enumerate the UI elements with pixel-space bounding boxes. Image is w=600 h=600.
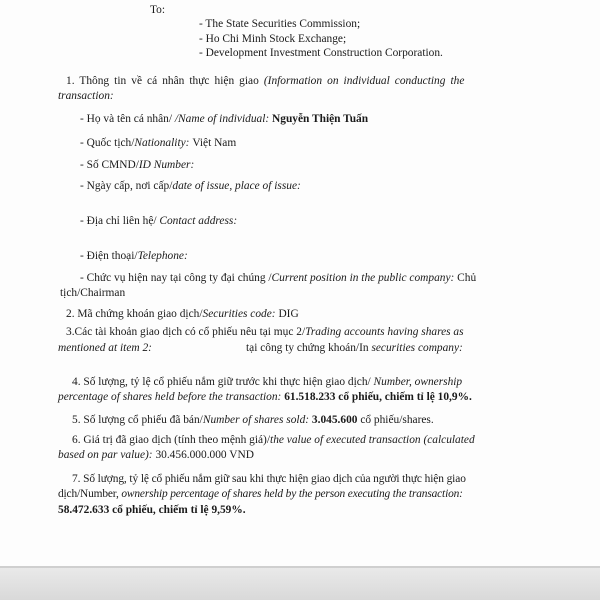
phone-label-en: Telephone: [137,250,188,262]
shares-sold-label-vi: 5. Số lượng cổ phiếu đã bán/ [72,414,203,426]
id-label-en: ID Number: [138,159,195,171]
securities-code-label-vi: 2. Mã chứng khoán giao dịch/ [66,308,203,320]
shares-before-label-en: Number, ownership [373,376,463,388]
name-label-en: /Name of individual: [174,113,273,125]
name-row [80,112,368,126]
section1-heading [66,74,464,88]
recipient-hose: - Ho Chi Minh Stock Exchange; [199,33,347,45]
to-label: To: [150,4,166,16]
securities-company-label-en: securities company: [371,342,463,354]
recipient-ssc: - The State Securities Commission; [199,18,361,30]
address-label-en: Contact address: [159,215,238,227]
id-label-vi: - Số CMND/ [80,159,139,171]
shares-sold-value: 3.045.600 [311,414,358,426]
phone-row [80,249,188,263]
shares-after-row-cont [58,487,463,501]
shares-before-value: 61.518.233 cổ phiếu, chiếm tỉ lệ 10,9%. [284,391,472,403]
nationality-label-vi: - Quốc tịch/ [80,137,135,149]
position-row [80,271,476,285]
nationality-value: Việt Nam [192,137,237,149]
shares-before-label-vi: 4. Số lượng, tỷ lệ cổ phiếu nắm giữ trước khi thực hiện giao dịch/ [72,376,374,388]
trading-accounts-label-vi: 3.Các tài khoản giao dịch có cổ phiếu nêu tại mục 2/ [66,326,306,338]
shares-sold-row [72,413,434,427]
position-label-vi: - Chức vụ hiện nay tại công ty đại chúng / [80,272,272,284]
securities-company-row [246,341,463,355]
position-label-en: Current position in the public company: [271,272,458,284]
transaction-value-label-vi: 6. Giá trị đã giao dịch (tính theo mệnh giá)/ [72,434,271,446]
address-row [80,214,237,228]
id-row [80,158,194,172]
securities-code-label-en: Securities code: [202,308,279,320]
shares-before-row [72,375,462,389]
transaction-value-label-en-cont: based on par value): [58,449,156,461]
trading-accounts-row-cont: mentioned at item 2: [58,342,152,354]
transaction-value-row [72,433,475,447]
position-row-cont: tịch/Chairman [60,287,126,299]
section1-heading-vi: 1. Thông tin về cá nhân thực hiện giao [66,75,264,87]
securities-company-label-vi: tại công ty chứng khoán/In [246,342,372,354]
trading-accounts-label-en: Trading accounts having shares as [305,326,464,338]
transaction-value-label-en: the value of executed transaction (calculated [270,434,475,446]
shares-after-label-vi: dịch/Number, [58,488,122,500]
section1-heading-en: (Information on individual conducting the [263,75,465,87]
securities-code-row [66,307,299,321]
nationality-label-en: Nationality: [134,137,193,149]
address-label-vi: - Địa chỉ liên hệ/ [80,215,160,227]
issue-label-vi: - Ngày cấp, nơi cấp/ [80,180,173,192]
shares-sold-label-en: Number of shares sold: [202,414,312,426]
shares-after-value: 58.472.633 cổ phiếu, chiếm tỉ lệ 9,59%. [58,504,246,516]
issue-label-en: date of issue, place of issue: [172,180,301,192]
shares-sold-unit: cổ phiếu/shares. [357,414,434,426]
transaction-value-value: 30.456.000.000 VND [155,449,254,461]
securities-code-value: DIG [278,308,299,320]
section1-heading-cont: transaction: [58,90,114,102]
trading-accounts-row [66,325,464,339]
shares-after-label-en: ownership percentage of shares held by the person executing the transaction: [121,488,463,500]
position-value: Chủ [457,272,477,284]
issue-row [80,179,301,193]
phone-label-vi: - Điện thoại/ [80,250,138,262]
shares-before-label-en-cont: percentage of shares held before the transaction: [58,391,285,403]
page-bottom-band [0,568,600,600]
name-value: Nguyễn Thiện Tuấn [272,113,369,125]
shares-after-row: 7. Số lượng, tỷ lệ cổ phiếu nắm giữ sau khi thực hiện giao dịch của người thực hiện giao [72,473,466,485]
shares-before-row-cont [58,390,472,404]
name-label-vi: - Họ và tên cá nhân/ [80,113,175,125]
nationality-row [80,136,236,150]
recipient-dic: - Development Investment Construction Corporation. [199,47,443,59]
transaction-value-row-cont [58,448,254,462]
